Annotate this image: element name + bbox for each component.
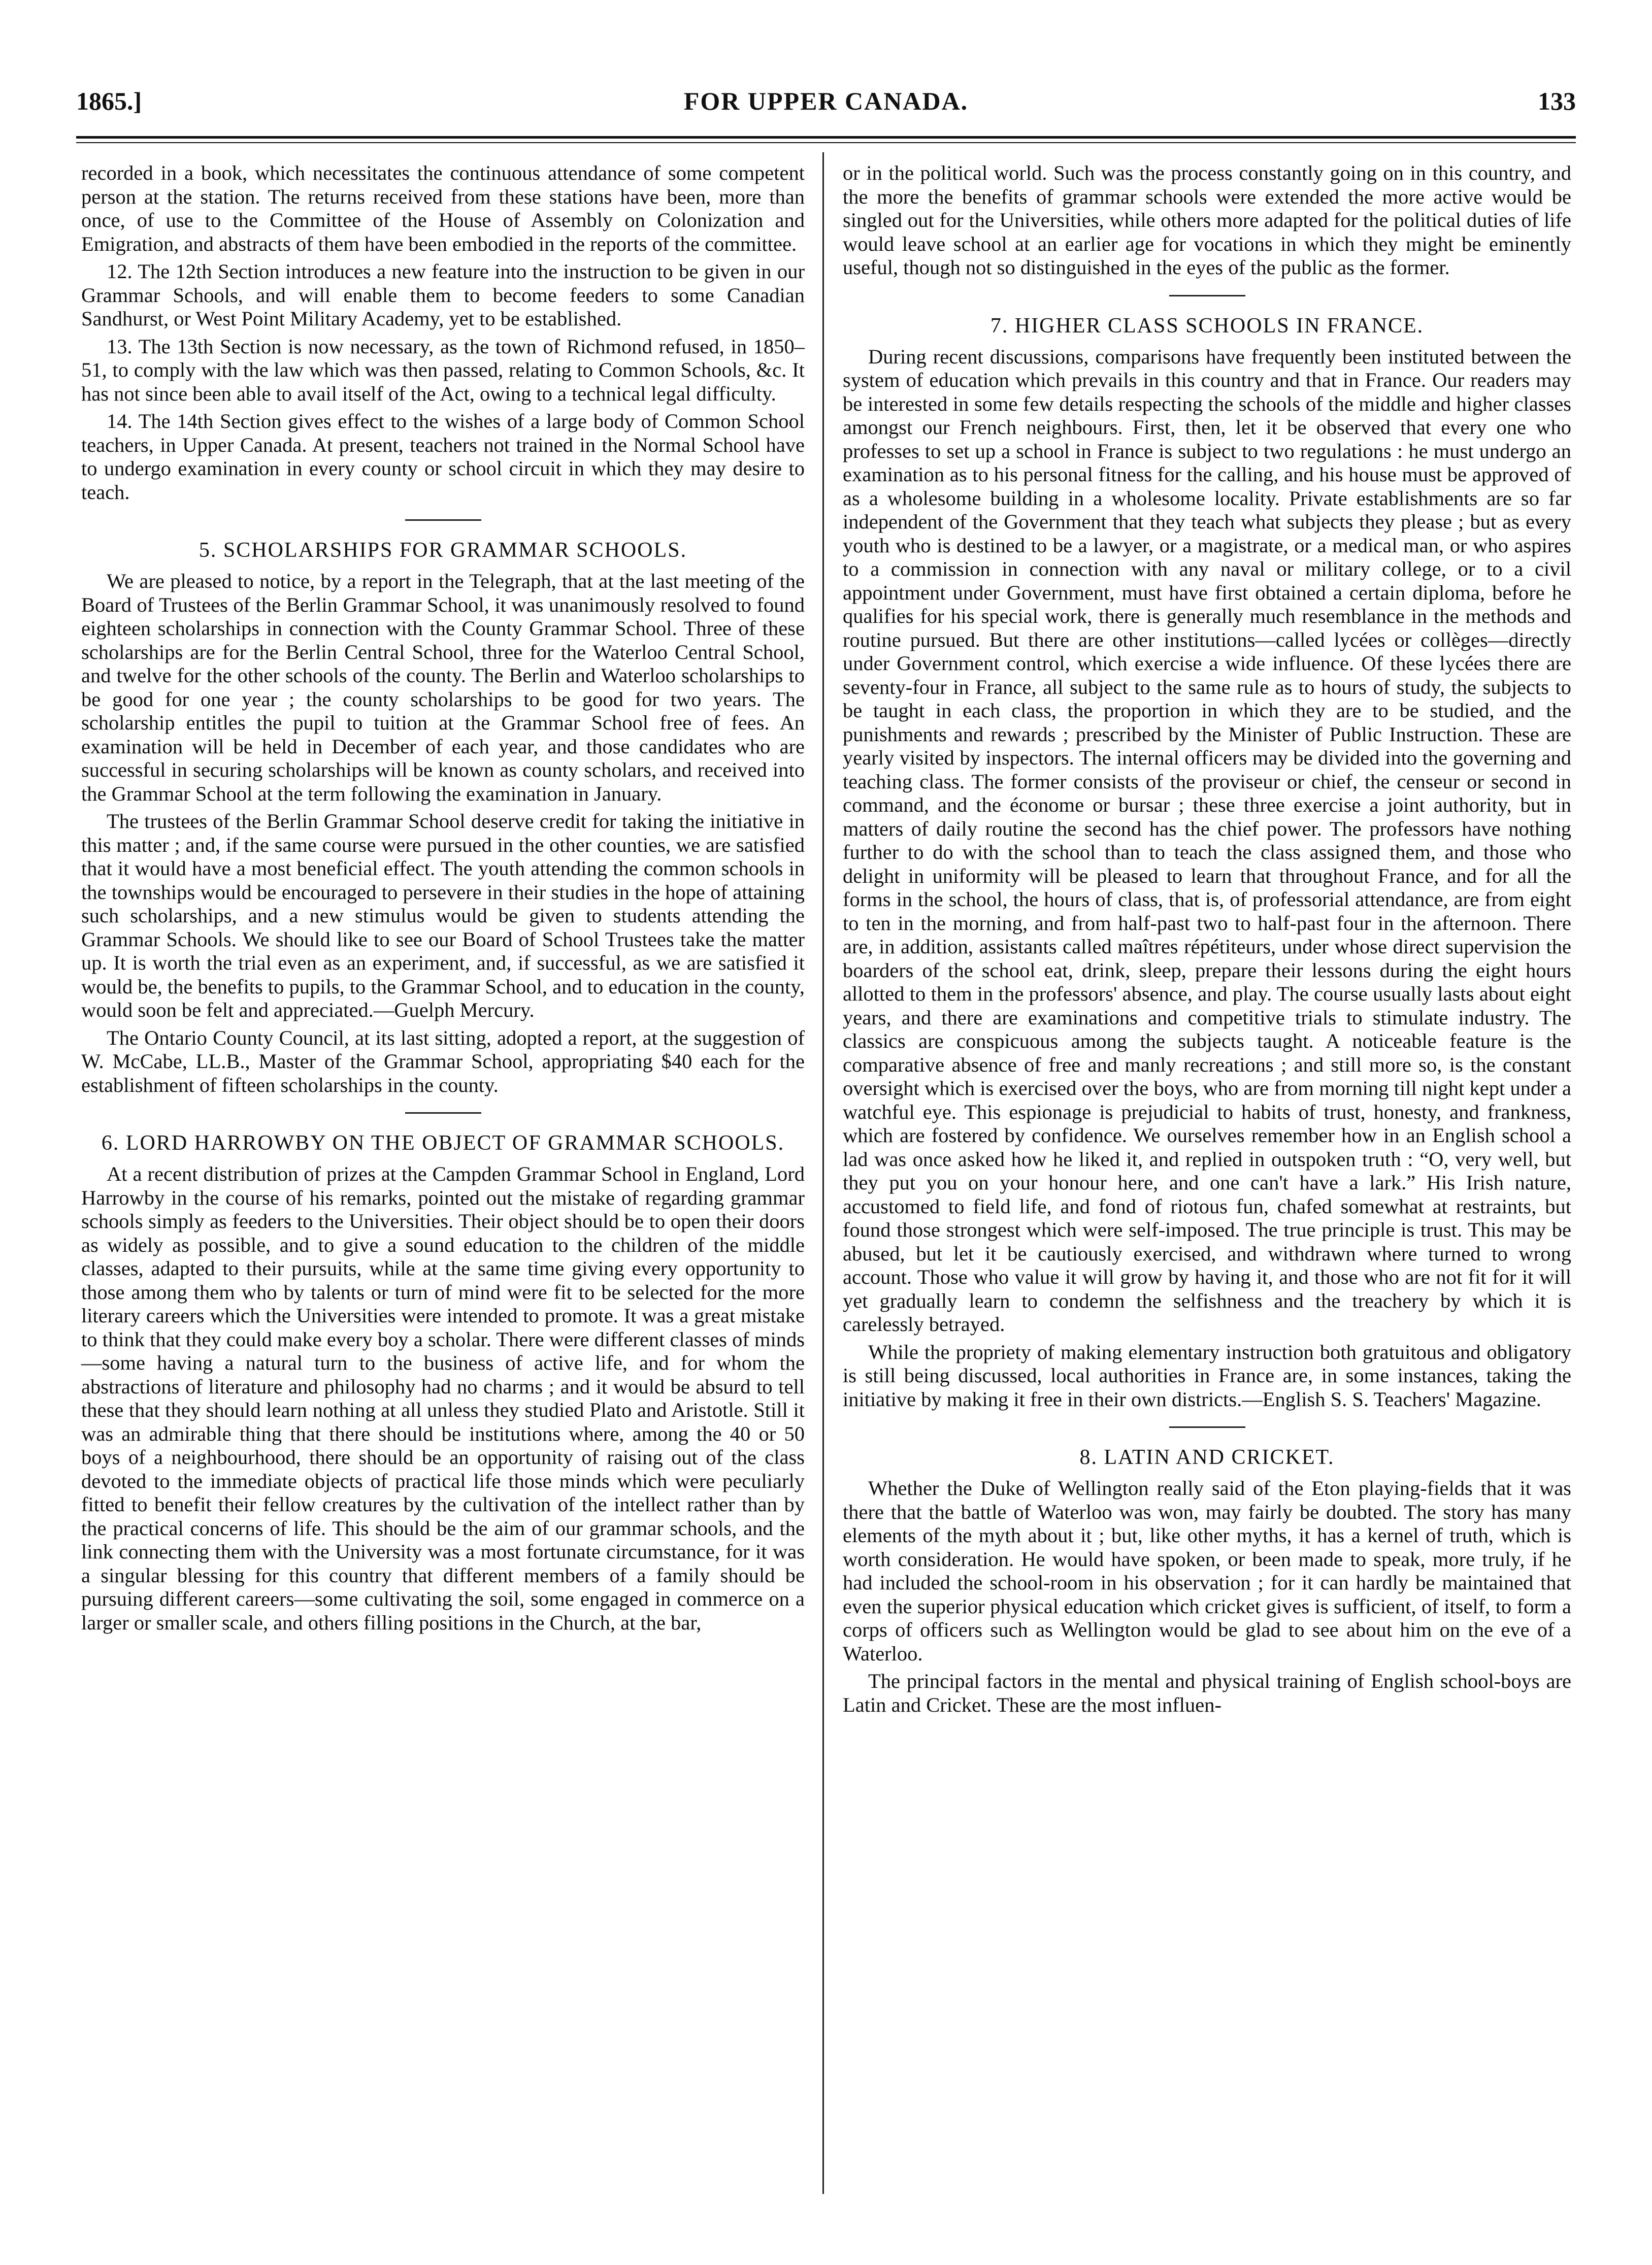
- heading-lord-harrowby: 6. LORD HARROWBY ON THE OBJECT OF GRAMMAR SCHOOLS.: [101, 1131, 785, 1155]
- header-title: FOR UPPER CANADA.: [683, 87, 969, 115]
- paragraph-recorded: recorded in a book, which necessitates the continuous attendance of some competent person at the station. The returns received from these stations have been, more than once, of use to the Committee of the House of Assembly on Colonization and Emigration, and abstracts of them have been embodied in the reports of the committee.: [81, 161, 805, 255]
- header-year: 1865.]: [76, 87, 142, 115]
- paragraph-section-13: 13. The 13th Section is now necessary, as the town of Richmond refused, in 1850–51, to comply with the law which was then passed, relating to Common Schools, &c. It has not since been able to avail itself of the Act, owing to a technical legal difficulty.: [81, 335, 805, 405]
- heading-higher-class-schools: 7. HIGHER CLASS SCHOOLS IN FRANCE.: [990, 314, 1424, 338]
- page-header: [76, 86, 1576, 122]
- heading-scholarships: 5. SCHOLARSHIPS FOR GRAMMAR SCHOOLS.: [199, 539, 687, 562]
- paragraph-scholarships-2: The trustees of the Berlin Grammar School deserve credit for taking the initiative in this matter ; and, if the same course were pursued in the other counties, we are satisfied that it would have a most beneficial effect. The youth attending the common schools in the townships would be encouraged to persevere in their studies in the hope of attaining such scholarships, and a new stimulus would be given to students attending the Grammar Schools. We should like to see our Board of School Trustees take the matter up. It is worth the trial even as an experiment, and, if successful, as we are satisfied it would be, the benefits to pupils, to the Grammar School, and to education in the county, would soon be felt and appreciated.—Guelph Mercury.: [81, 810, 805, 1021]
- header-rule-thin: [76, 142, 1576, 143]
- paragraph-lord-harrowby: At a recent distribution of prizes at the Campden Grammar School in England, Lord Harrowby in the course of his remarks, pointed out the mistake of regarding grammar schools simply as feeders to the Universities. Their object should be to open their doors as widely as possible, and to give a sound education to the children of the middle classes, adapted to their pursuits, while at the same time giving every opportunity to those among them who by talents or turn of mind were fit to be selected for the more literary careers which the Universities were intended to promote. It was a great mistake to think that they could make every boy a scholar. There were different classes of minds—some having a natural turn to the business of active life, and for whom the abstractions of literature and philosophy had no charms ; and it would be absurd to tell these that they should learn nothing at all unless they studied Plato and Aristotle. Still it was an admirable thing that there should be institutions where, among the 40 or 50 boys of a neighbourhood, there should be an opportunity of raising out of the class devoted to the immediate objects of practical life those minds which were peculiarly fitted to benefit their fellow creatures by the cultivation of the intellect rather than by the practical concerns of life. This should be the aim of our grammar schools, and the link connecting them with the University was a most fortunate circumstance, for it was a singular blessing for this country that different members of a family should be pursuing different careers—some cultivating the soil, some engaged in commerce on a larger or smaller scale, and others filling positions in the Church, at the bar,: [81, 1162, 805, 1634]
- paragraph-cricket-2: The principal factors in the mental and physical training of English school-boys are Latin and Cricket. These are the most influen-: [843, 1670, 1571, 1716]
- header-page-number: 133: [1538, 87, 1576, 115]
- paragraph-scholarships-3: The Ontario County Council, at its last sitting, adopted a report, at the suggestion of W. McCabe, LL.B., Master of the Grammar School, appropriating $40 each for the establishment of fifteen scholarships in the county.: [81, 1026, 805, 1096]
- right-column: [843, 161, 1571, 1721]
- paragraph-scholarships-1: We are pleased to notice, by a report in the Telegraph, that at the last meeting of the Board of Trustees of the Berlin Grammar School, it was unanimously resolved to found eighteen scholarships in connection with the County Grammar School. Three of these scholarships are for the Berlin Central School, three for the Waterloo Central School, and twelve for the other schools of the county. The Berlin and Waterloo scholarships to be good for one year ; the county scholarships to be good for two years. The scholarship entitles the pupil to tuition at the Grammar School free of fees. An examination will be held in December of each year, and those candidates who are successful in securing scholarships will be known as county scholars, and received into the Grammar School at the term following the examination in January.: [81, 570, 805, 805]
- column-divider: [822, 152, 824, 2194]
- section-separator: [405, 519, 481, 521]
- section-separator: [1169, 1426, 1245, 1428]
- paragraph-cricket-1: Whether the Duke of Wellington really said of the Eton playing-fields that it was there that the battle of Waterloo was won, may fairly be doubted. The story has many elements of the myth about it ; but, like other myths, it has a kernel of truth, which is worth consideration. He would have spoken, or been made to speak, more truly, if he had included the school-room in his observation ; for it can hardly be maintained that even the superior physical education which cricket gives is sufficient, of itself, to form a corps of officers such as Wellington would be glad to see about him on the eve of a Waterloo.: [843, 1477, 1571, 1665]
- section-separator: [1169, 295, 1245, 296]
- header-rule: [76, 136, 1576, 139]
- paragraph-france-2: While the propriety of making elementary instruction both gratuitous and obligatory is still being discussed, local authorities in France are, in some instances, taking the initiative by making it free in their own districts.—English S. S. Teachers' Magazine.: [843, 1340, 1571, 1411]
- left-column: [81, 161, 805, 1639]
- heading-latin-and-cricket: 8. LATIN AND CRICKET.: [1079, 1446, 1335, 1469]
- paragraph-continuation: or in the political world. Such was the process constantly going on in this country, and the more the benefits of grammar schools were extended the more active would be singled out for the Universities, while others more adapted for the political duties of life would leave school at an earlier age for vocations in which they might be eminently useful, though not so distinguished in the eyes of the public as the former.: [843, 161, 1571, 279]
- paragraph-section-14: 14. The 14th Section gives effect to the wishes of a large body of Common School teachers, in Upper Canada. At present, teachers not trained in the Normal School have to undergo examination in every county or school circuit in which they may desire to teach.: [81, 410, 805, 504]
- paragraph-france-1: During recent discussions, comparisons have frequently been instituted between the system of education which prevails in this country and that in France. Our readers may be interested in some few details respecting the schools of the middle and higher classes amongst our French neighbours. First, then, let it be observed that every one who professes to set up a school in France is subject to two regulations : he must undergo an examination as to his personal fitness for the calling, and his house must be approved of as a wholesome building in a wholesome locality. Private establishments are so far independent of the Government that they teach what subjects they please ; but as every youth who is destined to be a lawyer, or a magistrate, or a medical man, or who aspires to a commission in connection with any naval or military college, or to a civil appointment under Government, must have first obtained a certain diploma, before he qualifies for his special work, there is generally much resemblance in the methods and routine pursued. But there are other institutions—called lycées or collèges—directly under Government control, which exercise a wide influence. Of these lycées there are seventy-four in France, all subject to the same rule as to hours of study, the subjects to be taught in each class, the proportion in which they are to be studied, and the punishments and rewards ; prescribed by the Minister of Public Instruction. These are yearly visited by inspectors. The internal officers may be divided into the governing and teaching class. The former consists of the proviseur or chief, the censeur or second in command, and the économe or bursar ; these three exercise a joint authority, but in matters of daily routine the second has the chief power. The professors have nothing further to do with the school than to teach the class assigned them, and those who delight in uniformity will be pleased to learn that throughout France, and for all the forms in the school, the hours of class, that is, of professorial attendance, are from eight to ten in the morning, and from half-past two to half-past four in the afternoon. There are, in addition, assistants called maîtres répétiteurs, under whose direct supervision the boarders of the school eat, drink, sleep, prepare their lessons during the eight hours allotted to them in the professors' absence, and play. The course usually lasts about eight years, and there are examinations and competitive trials to stimulate industry. The classics are conspicuous among the subjects taught. A noticeable feature is the comparative absence of free and manly recreations ; and still more so, is the constant oversight which is exercised over the boys, who are from morning till night kept under a watchful eye. This espionage is prejudicial to habits of trust, honesty, and frankness, which are fostered by confidence. We ourselves remember how in an English school a lad was once asked how he liked it, and replied in outspoken truth : “O, very well, but they put you on your honour here, and one can't have a lark.” His Irish nature, accustomed to field life, and fond of riotous fun, chafed somewhat at restraints, but found those strongest which were self-imposed. The true principle is trust. This may be abused, but let it be cautiously exercised, and withdrawn where turned to wrong account. Those who value it will grow by having it, and those who are not fit for it will yet gradually learn to condemn the selfishness and the treachery by which it is carelessly betrayed.: [843, 345, 1571, 1336]
- section-separator: [405, 1112, 481, 1114]
- paragraph-section-12: 12. The 12th Section introduces a new feature into the instruction to be given in our Grammar Schools, and will enable them to become feeders to some Canadian Sandhurst, or West Point Military Academy, yet to be established.: [81, 260, 805, 330]
